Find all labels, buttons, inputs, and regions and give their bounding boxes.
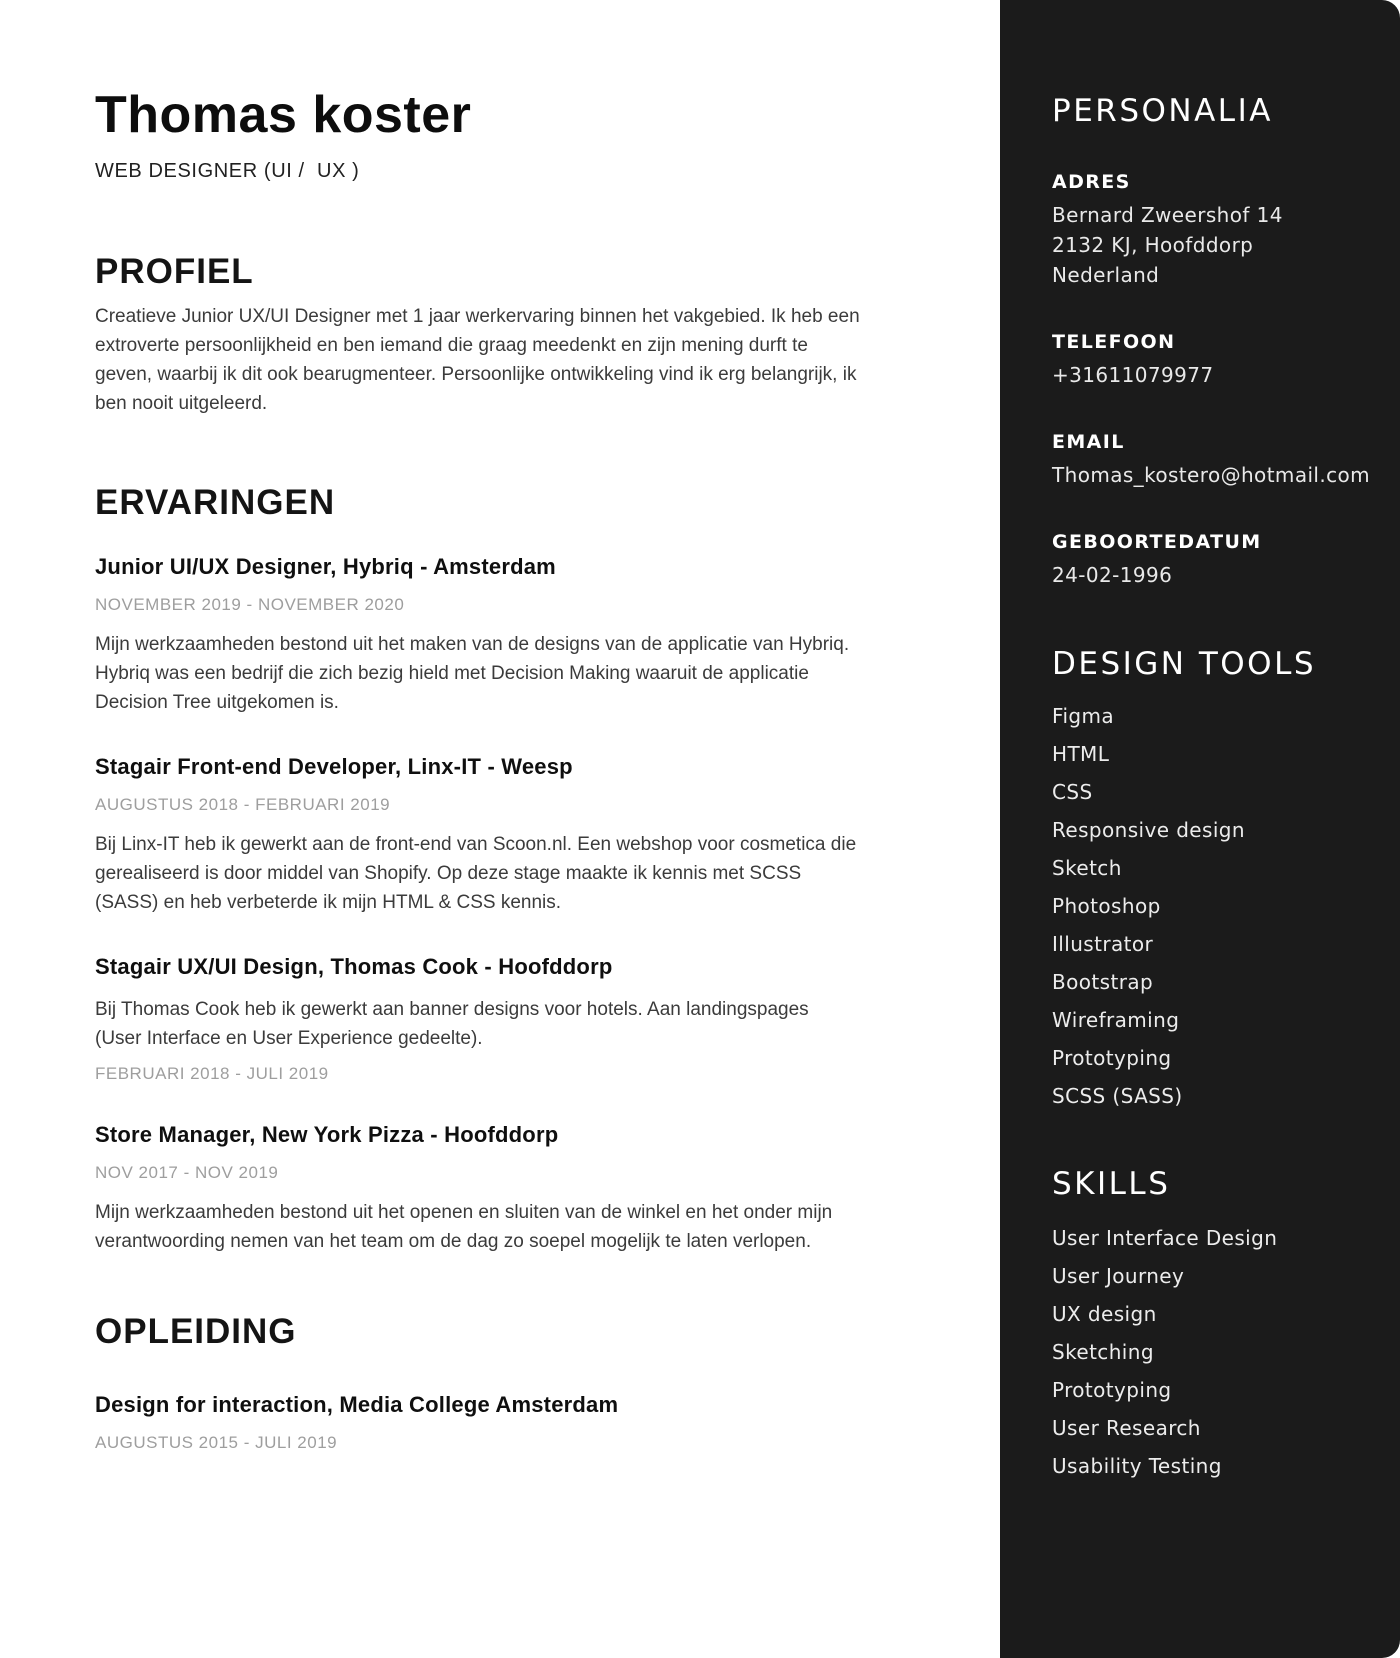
section-heading-ervaringen: ERVARINGEN [95, 483, 336, 523]
design-tool-item: Wireframing [1052, 1008, 1180, 1032]
field-label: EMAIL [1052, 431, 1125, 453]
design-tool-item: Prototyping [1052, 1046, 1172, 1070]
skill-item: Sketching [1052, 1340, 1154, 1364]
design-tool-item: Figma [1052, 704, 1115, 728]
design-tool-item: CSS [1052, 780, 1093, 804]
job-title: Junior UI/UX Designer, Hybriq - Amsterdam [95, 554, 556, 580]
resume-main-column [95, 0, 867, 1454]
section-heading-profiel: PROFIEL [95, 251, 254, 291]
field-value [1052, 560, 1370, 590]
personalia-field-email [1052, 430, 1370, 490]
field-value-line: Thomas_kostero@hotmail.com [1052, 463, 1371, 487]
personalia-field-telefoon [1052, 330, 1370, 390]
resume-sidebar [1000, 0, 1400, 1658]
job-description: Mijn werkzaamheden bestond uit het maken van de designs van de applicatie van Hybriq. Hybriq was een bedrijf die zich bezig hield met Decision Making waaruit de applicatie Decision Tree uitgekomen is. [95, 634, 850, 714]
profile-text: Creatieve Junior UX/UI Designer met 1 jaar werkervaring binnen het vakgebied. Ik heb een extroverte persoonlijkheid en ben iemand die graag meedenkt en zijn mening durft te geven, waarbij ik dit ook bearugmenteer. Persoonlijke ontwikkeling vind ik erg belangrijk, ik ben nooit uitgeleerd. [95, 306, 860, 415]
experience-entry [95, 1121, 867, 1256]
education-entry [95, 1391, 867, 1454]
skills-list [1052, 1219, 1370, 1485]
field-value-line: Bernard Zweershof 14 [1052, 203, 1283, 227]
field-value-line: 2132 KJ, Hoofddorp [1052, 233, 1254, 257]
skill-item: UX design [1052, 1302, 1157, 1326]
sidebar-heading-personalia: PERSONALIA [1052, 93, 1273, 129]
job-description: Bij Thomas Cook heb ik gewerkt aan banner designs voor hotels. Aan landingspages (User Interface en User Experience gedeelte). [95, 999, 809, 1050]
field-label: TELEFOON [1052, 331, 1176, 353]
job-period: NOVEMBER 2019 - NOVEMBER 2020 [95, 595, 405, 615]
field-label: GEBOORTEDATUM [1052, 531, 1262, 553]
education-title: Design for interaction, Media College Amsterdam [95, 1391, 619, 1417]
skill-item: Usability Testing [1052, 1454, 1222, 1478]
job-period: NOV 2017 - NOV 2019 [95, 1163, 279, 1183]
job-title: Stagair UX/UI Design, Thomas Cook - Hoofddorp [95, 954, 613, 980]
field-value-line: 24-02-1996 [1052, 563, 1173, 587]
job-description: Mijn werkzaamheden bestond uit het openen en sluiten van de winkel en het onder mijn verantwoording nemen van het team om de dag zo soepel mogelijk te laten verlopen. [95, 1202, 833, 1253]
experience-entry [95, 753, 867, 917]
section-heading-opleiding: OPLEIDING [95, 1312, 297, 1352]
field-label: ADRES [1052, 171, 1131, 193]
job-title: Store Manager, New York Pizza - Hoofddorp [95, 1122, 559, 1148]
person-job-title: WEB DESIGNER (UI / UX ) [95, 159, 360, 182]
experience-entry [95, 953, 867, 1085]
sidebar-heading-skills: SKILLS [1052, 1166, 1171, 1202]
job-title: Stagair Front-end Developer, Linx-IT - Weesp [95, 754, 573, 780]
education-period: AUGUSTUS 2015 - JULI 2019 [95, 1432, 338, 1452]
field-value-line: +31611079977 [1052, 363, 1214, 387]
job-description: Bij Linx-IT heb ik gewerkt aan de front-end van Scoon.nl. Een webshop voor cosmetica die gerealiseerd is door middel van Shopify. Op deze stage maakte ik kennis met SCSS (SASS) en heb verbeterde ik mijn HTML & CSS kennis. [95, 834, 857, 914]
job-period: FEBRUARI 2018 - JULI 2019 [95, 1064, 329, 1084]
skill-item: Prototyping [1052, 1378, 1172, 1402]
skill-item: User Interface Design [1052, 1226, 1278, 1250]
design-tool-item: SCSS (SASS) [1052, 1084, 1183, 1108]
field-value [1052, 200, 1370, 290]
skill-item: User Research [1052, 1416, 1201, 1440]
sidebar-heading-design-tools: DESIGN TOOLS [1052, 646, 1317, 682]
job-period: AUGUSTUS 2018 - FEBRUARI 2019 [95, 795, 391, 815]
design-tool-item: HTML [1052, 742, 1110, 766]
personalia-field-geboortedatum [1052, 530, 1370, 590]
design-tool-item: Sketch [1052, 856, 1122, 880]
skill-item: User Journey [1052, 1264, 1185, 1288]
design-tool-item: Responsive design [1052, 818, 1245, 842]
field-value-line: Nederland [1052, 263, 1160, 287]
design-tool-item: Photoshop [1052, 894, 1161, 918]
experience-entry [95, 553, 867, 717]
field-value [1052, 360, 1370, 390]
design-tool-item: Bootstrap [1052, 970, 1154, 994]
personalia-field-adres [1052, 170, 1370, 290]
design-tool-item: Illustrator [1052, 932, 1154, 956]
design-tools-list [1052, 697, 1370, 1115]
person-name: Thomas koster [95, 86, 472, 144]
field-value [1052, 460, 1370, 490]
